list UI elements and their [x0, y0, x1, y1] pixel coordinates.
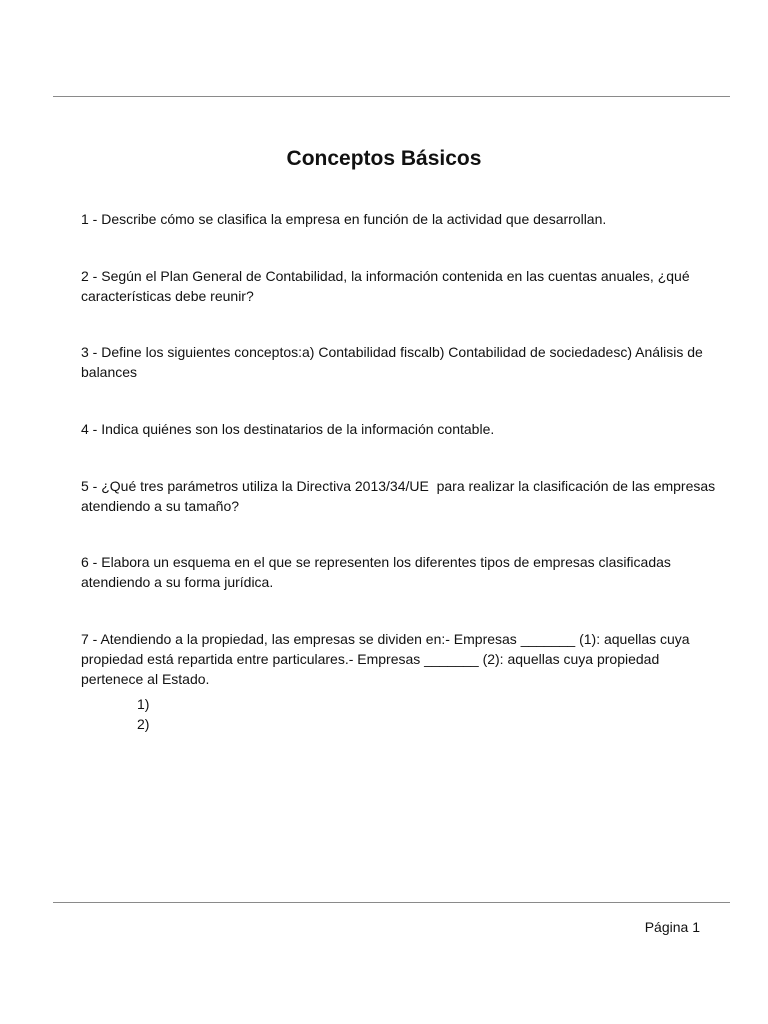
question-7: 7 - Atendiendo a la propiedad, las empresas se dividen en:- Empresas _______ (1): aquellas cuya propiedad está repartida entre particulares.- Empresas _______ (2): aquellas cuya propiedad pertenece al Estado. [81, 631, 694, 687]
question-4: 4 - Indica quiénes son los destinatarios de la información contable. [81, 421, 495, 437]
page-title: Conceptos Básicos [286, 147, 482, 170]
question-2: 2 - Según el Plan General de Contabilidad, la información contenida en las cuentas anuales, ¿qué características debe reunir? [81, 268, 694, 304]
footer-divider [53, 902, 730, 903]
question-5: 5 - ¿Qué tres parámetros utiliza la Directiva 2013/34/UE para realizar la clasificación de las empresas atendiendo a su tamaño? [81, 478, 720, 514]
answer-list [137, 694, 149, 734]
answer-marker-2: 2) [137, 716, 150, 732]
question-6: 6 - Elabora un esquema en el que se representen los diferentes tipos de empresas clasificadas atendiendo a su forma jurídica. [81, 554, 675, 590]
page-number: Página 1 [644, 919, 700, 935]
header-divider [53, 96, 730, 97]
question-3: 3 - Define los siguientes conceptos:a) Contabilidad fiscalb) Contabilidad de sociedadesc) Análisis de balances [81, 344, 707, 380]
question-1: 1 - Describe cómo se clasifica la empresa en función de la actividad que desarrollan. [81, 211, 607, 227]
answer-marker-1: 1) [137, 696, 150, 712]
